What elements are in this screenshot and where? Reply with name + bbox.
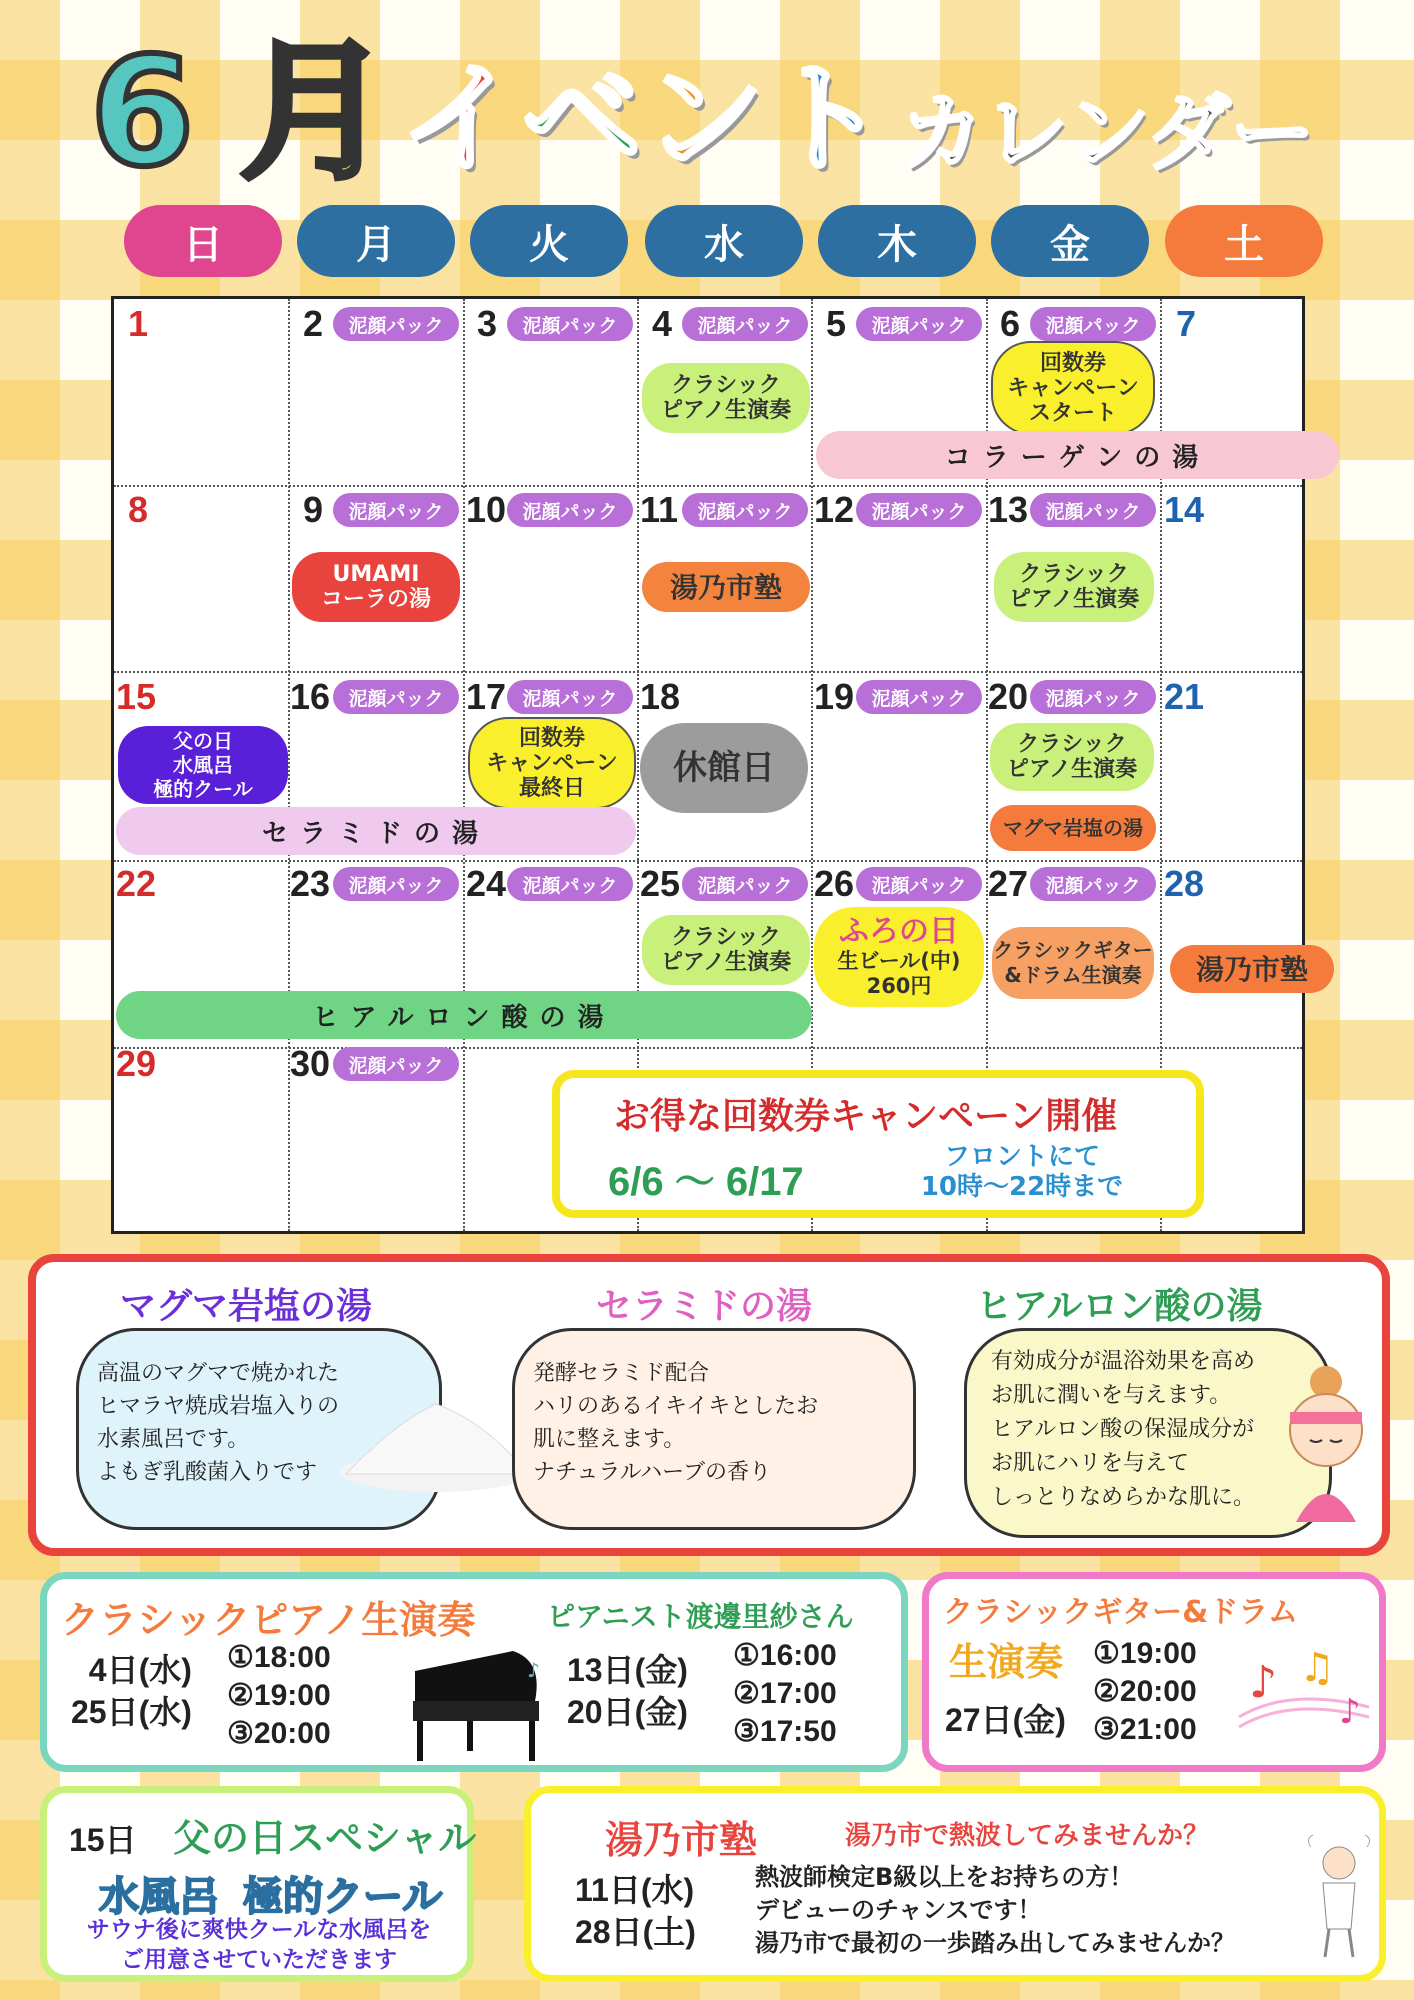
day-13: 13 — [988, 489, 1029, 530]
event-ticket-start: 回数券 キャンペーン スタート — [991, 341, 1155, 435]
day-20: 20 — [988, 676, 1029, 717]
mud-pack-badge: 泥顔パック — [333, 493, 459, 527]
guitar-title: クラシックギター&ドラム — [943, 1595, 1298, 1630]
salt-pile-icon — [336, 1382, 536, 1492]
bath-descriptions — [28, 1254, 1390, 1556]
ticket-campaign-box — [552, 1070, 1204, 1218]
furo-day-detail: 生ビール(中) 260円 — [837, 949, 961, 998]
day-4: 4 — [652, 303, 673, 344]
weekday-sun: 日 — [124, 205, 282, 277]
piano-dates-b: 13日(金) 20日(金) — [567, 1652, 688, 1730]
mud-pack-badge: 泥顔パック — [1030, 493, 1156, 527]
music-notes-icon — [1229, 1627, 1379, 1747]
day-14: 14 — [1164, 489, 1205, 530]
day-2: 2 — [303, 303, 324, 344]
sauna-master-icon — [1301, 1833, 1377, 1963]
day-17: 17 — [466, 676, 507, 717]
fathers-day-sub1: 水風呂 — [99, 1874, 219, 1920]
day-1: 1 — [128, 303, 149, 344]
ceramide-bath-heading: セラミドの湯 — [596, 1286, 813, 1327]
event-guitar-drums: クラシックギター &ドラム生演奏 — [992, 927, 1154, 999]
event-hyaluronic-bath: ヒアルロン酸の湯 — [116, 991, 812, 1039]
page-title — [70, 26, 1370, 200]
day-28: 28 — [1164, 863, 1205, 904]
day-12: 12 — [814, 489, 855, 530]
event-yunoichi-juku: 湯乃市塾 — [642, 562, 810, 612]
mud-pack-badge: 泥顔パック — [856, 493, 982, 527]
day-23: 23 — [290, 863, 331, 904]
weekday-tue: 火 — [470, 205, 628, 277]
piano-dates-a: 4日(水) 25日(水) — [71, 1652, 192, 1730]
event-fathers-day: 父の日 水風呂 極的クール — [118, 726, 288, 804]
mud-pack-badge: 泥顔パック — [856, 867, 982, 901]
piano-title: クラシックピアノ生演奏 — [61, 1598, 476, 1642]
svg-text:♫: ♫ — [1299, 1645, 1335, 1691]
day-15: 15 — [116, 676, 157, 717]
guitar-title-sub: 生演奏 — [949, 1640, 1064, 1684]
mud-pack-badge: 泥顔パック — [856, 680, 982, 714]
yunoichi-catch: 湯乃市で熱波してみませんか？ — [845, 1821, 1210, 1851]
event-closed-day: 休館日 — [640, 723, 808, 813]
fathers-day-text: サウナ後に爽快クールな水風呂を ご用意させていただきます — [86, 1917, 432, 1973]
day-10: 10 — [466, 489, 507, 530]
title-month-kanji: 月 — [240, 26, 391, 200]
day-3: 3 — [477, 303, 498, 344]
mud-pack-badge: 泥顔パック — [333, 307, 459, 341]
hyaluronic-bath-heading: ヒアルロン酸の湯 — [976, 1286, 1263, 1327]
guitar-drums-box — [922, 1572, 1386, 1772]
mud-pack-badge: 泥顔パック — [682, 493, 808, 527]
svg-text:♪: ♪ — [1249, 1657, 1278, 1708]
title-month-number: 6 — [90, 26, 195, 200]
event-ceramide-bath: セラミドの湯 — [116, 807, 636, 855]
day-11: 11 — [640, 489, 679, 530]
event-umami-cola-bath: UMAMI コーラの湯 — [292, 552, 460, 622]
campaign-hours: 10時〜22時まで — [920, 1172, 1124, 1202]
svg-text:♪: ♪ — [527, 1658, 540, 1682]
fathers-day-sub2: 極的クール — [243, 1874, 443, 1920]
event-piano: クラシック ピアノ生演奏 — [994, 552, 1154, 622]
event-furo-day — [814, 907, 984, 1007]
day-26: 26 — [814, 863, 855, 904]
yunoichi-title: 湯乃市塾 — [605, 1818, 758, 1862]
mud-pack-badge: 泥顔パック — [682, 307, 808, 341]
fathers-day-date: 15日 — [69, 1822, 137, 1858]
event-magma-bath: マグマ岩塩の湯 — [990, 805, 1156, 851]
day-18: 18 — [640, 676, 681, 717]
fathers-day-box — [40, 1786, 477, 1982]
mud-pack-badge: 泥顔パック — [507, 493, 633, 527]
yunoichi-text: 熱波師検定B級以上をお持ちの方！ デビューのチャンスです！ 湯乃市で最初の一歩踏み出してみませんか？ — [755, 1863, 1235, 1957]
day-8: 8 — [128, 489, 149, 530]
weekday-thu: 木 — [818, 205, 976, 277]
mud-pack-badge: 泥顔パック — [856, 307, 982, 341]
mud-pack-badge: 泥顔パック — [1030, 307, 1156, 341]
mud-pack-badge: 泥顔パック — [682, 867, 808, 901]
yunoichi-dates: 11日(水) 28日(土) — [575, 1872, 696, 1950]
day-19: 19 — [814, 676, 855, 717]
ceramide-bath-description: 発酵セラミド配合 ハリのあるイキイキとしたお 肌に整えます。 ナチュラルハーブの香り — [512, 1328, 916, 1530]
day-22: 22 — [116, 863, 157, 904]
day-9: 9 — [303, 489, 324, 530]
day-5: 5 — [826, 303, 847, 344]
day-16: 16 — [290, 676, 331, 717]
mud-pack-badge: 泥顔パック — [333, 1047, 459, 1081]
event-piano: クラシック ピアノ生演奏 — [990, 723, 1154, 791]
yunoichi-juku-box — [524, 1786, 1386, 1982]
day-24: 24 — [466, 863, 507, 904]
guitar-times: ①19:00 ②20:00 ③21:00 — [1093, 1637, 1197, 1746]
grand-piano-icon — [403, 1631, 553, 1767]
piano-times-a: ①18:00 ②19:00 ③20:00 — [227, 1641, 331, 1750]
weekday-sat: 土 — [1165, 205, 1323, 277]
mud-pack-badge: 泥顔パック — [1030, 867, 1156, 901]
weekday-mon: 月 — [297, 205, 455, 277]
event-piano: クラシック ピアノ生演奏 — [642, 915, 810, 985]
title-event: イベント — [400, 50, 888, 189]
title-calendar: カレンダー — [900, 84, 1315, 182]
campaign-place: フロントにて — [943, 1142, 1100, 1172]
hyaluronic-bath-description: 有効成分が温浴効果を高め お肌に潤いを与えます。 ヒアルロン酸の保湿成分が お肌にハリを与えて しっとりなめらかな肌に。 — [964, 1328, 1332, 1538]
event-piano: クラシック ピアノ生演奏 — [642, 363, 810, 433]
fathers-day-title: 父の日スペシャル — [173, 1816, 477, 1860]
event-ticket-end: 回数券 キャンペーン 最終日 — [468, 717, 636, 809]
mud-pack-badge: 泥顔パック — [507, 680, 633, 714]
magma-bath-description: 高温のマグマで焼かれた ヒマラヤ焼成岩塩入りの 水素風呂です。 よもぎ乳酸菌入りです — [76, 1328, 442, 1530]
woman-face-icon — [1276, 1362, 1376, 1522]
day-27: 27 — [988, 863, 1029, 904]
day-21: 21 — [1164, 676, 1205, 717]
mud-pack-badge: 泥顔パック — [507, 307, 633, 341]
day-29: 29 — [116, 1043, 157, 1084]
furo-day-title: ふろの日 — [839, 914, 959, 949]
campaign-title: お得な回数券キャンペーン開催 — [614, 1096, 1118, 1137]
piano-performance-box — [40, 1572, 908, 1772]
svg-text:♪: ♪ — [1339, 1692, 1361, 1732]
piano-times-b: ①16:00 ②17:00 ③17:50 — [733, 1639, 837, 1748]
campaign-period: 6/6 〜 6/17 — [608, 1160, 804, 1204]
weekday-fri: 金 — [991, 205, 1149, 277]
day-7: 7 — [1176, 303, 1197, 344]
mud-pack-badge: 泥顔パック — [1030, 680, 1156, 714]
guitar-date: 27日(金) — [945, 1702, 1066, 1738]
magma-bath-heading: マグマ岩塩の湯 — [120, 1286, 373, 1327]
day-25: 25 — [640, 863, 681, 904]
event-collagen-bath: コラーゲンの湯 — [816, 431, 1339, 479]
event-yunoichi-juku: 湯乃市塾 — [1170, 945, 1334, 993]
weekday-wed: 水 — [645, 205, 803, 277]
mud-pack-badge: 泥顔パック — [333, 680, 459, 714]
mud-pack-badge: 泥顔パック — [333, 867, 459, 901]
day-30: 30 — [290, 1043, 331, 1084]
pianist-name: ピアニスト渡邊里紗さん — [547, 1600, 854, 1633]
mud-pack-badge: 泥顔パック — [507, 867, 633, 901]
campaign-place-hours — [912, 1142, 1132, 1202]
day-6: 6 — [1000, 303, 1021, 344]
